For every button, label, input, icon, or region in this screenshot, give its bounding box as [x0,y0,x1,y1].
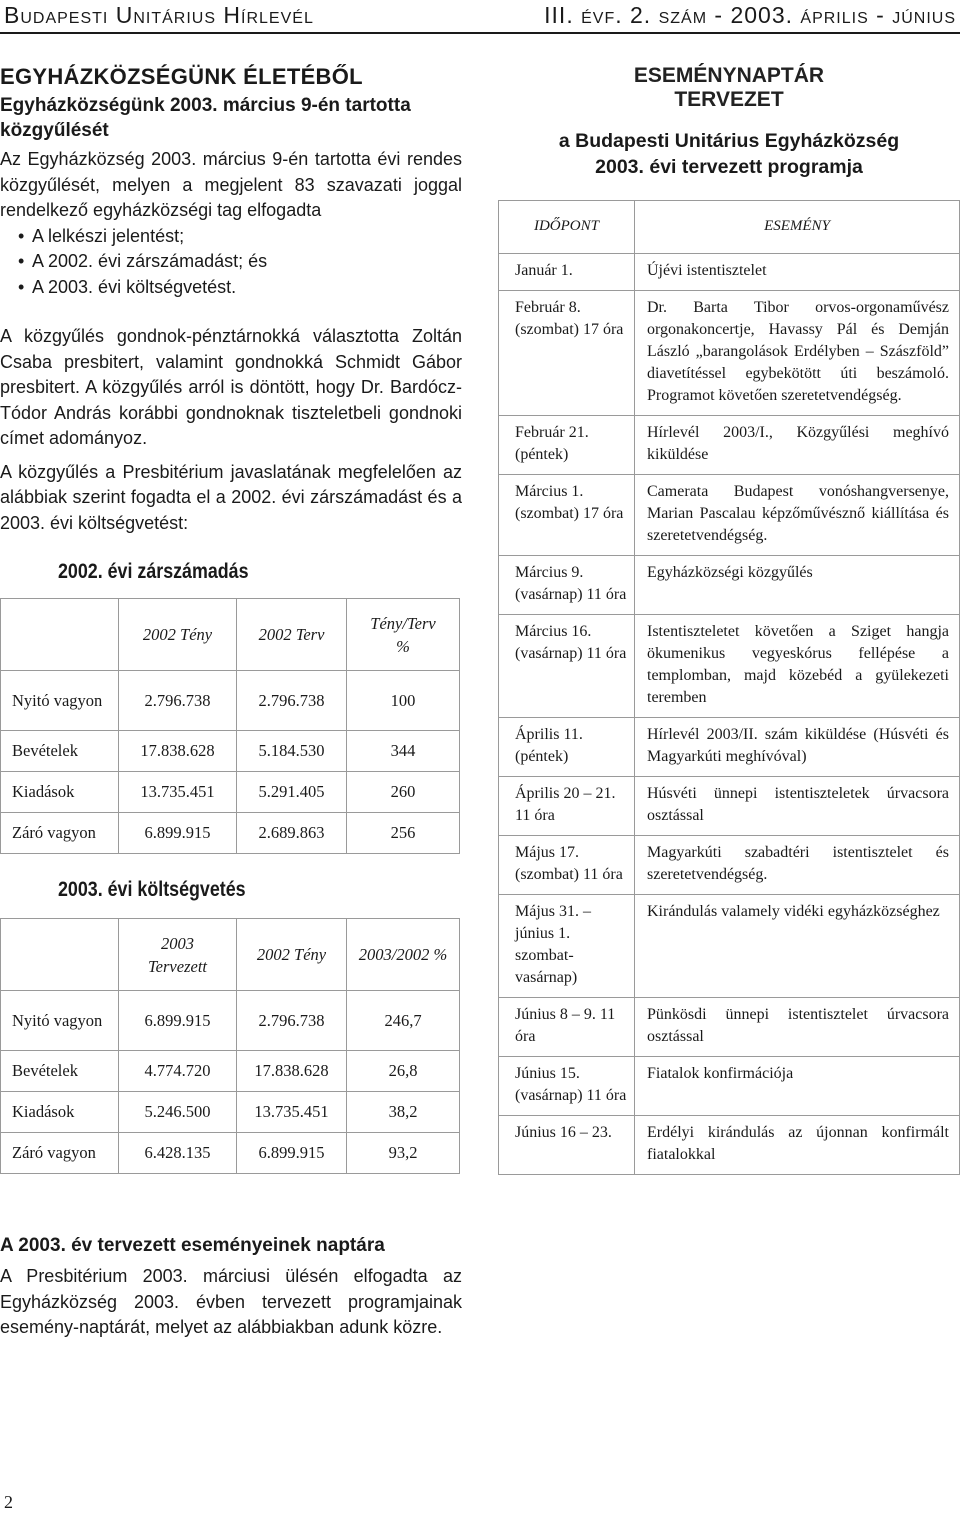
table-row: Június 15. (vasárnap) 11 óra Fiatalok konfirmációja [499,1057,960,1116]
table-header: 2003 Tervezett [119,919,237,991]
table-header: 2002 Tény [237,919,347,991]
table-row: Kiadások 5.246.500 13.735.451 38,2 [1,1092,460,1133]
calendar-subtitle: a Budapesti Unitárius Egyházközség 2003. évi tervezett programja [558,130,900,178]
table-row: Záró vagyon 6.428.135 6.899.915 93,2 [1,1133,460,1174]
column-header-event: ESEMÉNY [635,201,960,254]
table-row: Március 16. (vasárnap) 11 óra Istentiszteletet követően a Sziget hangja ökumenikus vegyeskórus fellépése a templomban, majd közebéd a gyülekezeti teremben [499,615,960,718]
section-title: EGYHÁZKÖZSÉGÜNK ÉLETÉBŐL [0,64,363,89]
newsletter-title: Budapesti Unitárius Hírlevél [4,2,314,28]
events-table [498,200,960,1175]
table-row: Március 1. (szombat) 17 óra Camerata Budapest vonóshangversenye, Marian Pascalau képzőművésznő kiállítása és szeretetvendégség. [499,475,960,556]
page-number: 2 [4,1492,13,1512]
calendar-intro: A Presbitérium 2003. márciusi ülésén elfogadta az Egyházközség 2003. évben tervezett programjainak esemény-naptárát, melyet az alábbiakban adunk közre. [0,1266,462,1337]
issue-info: III. évf. 2. szám - 2003. április - június [544,2,956,28]
table-row: Május 17. (szombat) 11 óra Magyarkúti szabadtéri istentisztelet és szeretetvendégség. [499,836,960,895]
table-row: Március 9. (vasárnap) 11 óra Egyházközségi közgyűlés [499,556,960,615]
table-row: Bevételek 4.774.720 17.838.628 26,8 [1,1051,460,1092]
calendar-title: ESEMÉNYNAPTÁR TERVEZET [633,64,825,111]
approved-items-list [18,224,462,301]
table-header: 2003/2002 % [347,919,460,991]
header-rule [0,32,960,34]
column-header-date: IDŐPONT [499,201,635,254]
table-row: Kiadások 13.735.451 5.291.405 260 [1,772,460,813]
closing-accounts-table [0,598,460,854]
page-header [0,0,960,34]
table-row: Záró vagyon 6.899.915 2.689.863 256 [1,813,460,854]
table-row: Nyitó vagyon 2.796.738 2.796.738 100 [1,671,460,731]
right-column [498,64,960,1175]
bullet-icon: • [18,251,25,271]
table-row: Június 8 – 9. 11 óra Pünkösdi ünnepi istentisztelet úrvacsora osztással [499,998,960,1057]
list-item: • A lelkészi jelentést; [18,224,462,250]
table-corner [1,919,119,991]
table-row: Június 16 – 23. Erdélyi kirándulás az újonnan konfirmált fiatalokkal [499,1116,960,1175]
article-subtitle: Egyházközségünk 2003. március 9-én tartotta közgyűlését [0,95,411,141]
table-row: Február 21. (péntek) Hírlevél 2003/I., Közgyűlési meghívó kiküldése [499,416,960,475]
list-item: • A 2003. évi költségvetést. [18,275,462,301]
intro-paragraph: Az Egyházközség 2003. március 9-én tartotta évi rendes közgyűlését, melyen a megjelent 83 szavazati joggal rendelkező egyházközségi tag elfogadta [0,149,462,220]
table-header: 2002 Terv [237,599,347,671]
table-row: Január 1. Újévi istentisztelet [499,254,960,291]
table-row: Bevételek 17.838.628 5.184.530 344 [1,731,460,772]
table1-title: 2002. évi zárszámadás [58,560,249,583]
table-row: Május 31. – június 1. szombat-vasárnap) Kirándulás valamely vidéki egyházközséghez [499,895,960,998]
table-row: Április 11. (péntek) Hírlevél 2003/II. szám kiküldése (Húsvéti és Magyarkúti meghívóval) [499,718,960,777]
bullet-icon: • [18,225,25,246]
table-row: Nyitó vagyon 6.899.915 2.796.738 246,7 [1,991,460,1051]
table-row: Február 8. (szombat) 17 óra Dr. Barta Tibor orvos-orgonaművész orgonakoncertje, Havassy Pál és Demján László „barangolások Erdélyben – Szászföld” diavetítéssel egybekötött úti beszámoló. Programot követően szeretetvendégség. [499,291,960,416]
table-header: Tény/Terv % [347,599,460,671]
table-row: Április 20 – 21. 11 óra Húsvéti ünnepi istentiszteletek úrvacsora osztással [499,777,960,836]
table2-title: 2003. évi költségvetés [58,878,246,901]
calendar-heading: A 2003. év tervezett eseményeinek naptára [0,1235,385,1256]
table-header: 2002 Tény [119,599,237,671]
election-paragraph: A közgyűlés gondnok-pénztárnokká választotta Zoltán Csaba presbitert, valamint gondnokká Schmidt Gábor presbitert. A közgyűlés arról is döntött, hogy Dr. Bardócz-Tódor András korábbi gondnoknak tiszteletbeli gondnoki címet adományoz. [0,326,462,448]
table-corner [1,599,119,671]
left-column [0,64,462,1341]
budget-table [0,918,460,1174]
list-item: • A 2002. évi zárszámadást; és [18,249,462,275]
budget-paragraph: A közgyűlés a Presbitérium javaslatának megfelelően az alábbiak szerint fogadta el a 2002. évi zárszámadást és a 2003. évi költségvetést: [0,461,462,533]
bullet-icon: • [18,276,25,297]
